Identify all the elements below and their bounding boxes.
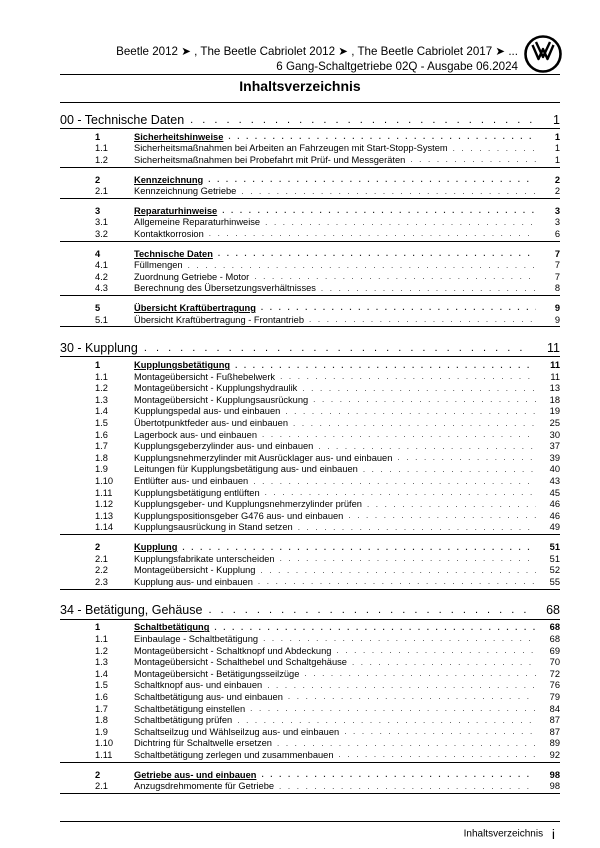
toc-section[interactable] bbox=[60, 174, 560, 186]
toc-entry[interactable] bbox=[60, 143, 560, 155]
dot-leader bbox=[336, 646, 536, 655]
dot-leader bbox=[263, 634, 536, 643]
dot-leader bbox=[344, 727, 536, 736]
entry-title: Lagerbock aus- und einbauen bbox=[134, 429, 258, 440]
chapter-title: 30 - Kupplung bbox=[60, 340, 138, 355]
chapter-page: 1 bbox=[553, 112, 560, 127]
dot-leader bbox=[277, 739, 536, 748]
page-title: Inhaltsverzeichnis bbox=[239, 78, 361, 94]
dot-leader bbox=[302, 384, 536, 393]
toc-section[interactable] bbox=[60, 622, 560, 634]
section-page: 98 bbox=[549, 769, 560, 780]
dot-leader bbox=[235, 361, 536, 370]
entry-page: 70 bbox=[549, 657, 560, 668]
entry-page: 1 bbox=[554, 154, 560, 165]
document-header bbox=[116, 44, 518, 74]
dot-leader bbox=[250, 704, 536, 713]
toc-entry[interactable] bbox=[60, 394, 560, 406]
entry-title: Kupplungsfabrikate unterscheiden bbox=[134, 553, 275, 564]
entry-title: Zuordnung Getriebe - Motor bbox=[134, 271, 250, 282]
chapter-spacer bbox=[60, 798, 560, 802]
entry-number: 3.1 bbox=[95, 217, 108, 228]
entry-page: 51 bbox=[549, 553, 560, 564]
toc-entry[interactable] bbox=[60, 714, 560, 726]
toc-chapter[interactable] bbox=[60, 602, 560, 620]
section-page: 1 bbox=[554, 131, 560, 142]
entry-title: Kupplungspedal aus- und einbauen bbox=[134, 406, 281, 417]
toc-section-block bbox=[60, 172, 560, 199]
entry-page: 52 bbox=[549, 565, 560, 576]
toc-entry[interactable] bbox=[60, 283, 560, 295]
toc-entry[interactable] bbox=[60, 633, 560, 645]
entry-number: 1.8 bbox=[95, 452, 108, 463]
dot-leader bbox=[208, 604, 532, 616]
toc-section[interactable] bbox=[60, 248, 560, 260]
entry-title: Montageübersicht - Kupplungsausrückung bbox=[134, 394, 309, 405]
toc-entry[interactable] bbox=[60, 487, 560, 499]
dot-leader bbox=[309, 315, 536, 324]
entry-number: 4.2 bbox=[95, 271, 108, 282]
section-title: Kennzeichnung bbox=[134, 174, 204, 185]
entry-title: Schaltbetätigung aus- und einbauen bbox=[134, 691, 283, 702]
toc-chapter[interactable] bbox=[60, 111, 560, 129]
dot-leader bbox=[258, 577, 536, 586]
dot-leader bbox=[318, 442, 536, 451]
dot-leader bbox=[348, 511, 536, 520]
header-edition: 6 Gang-Schaltgetriebe 02Q - Ausgabe 06.2024 bbox=[276, 60, 518, 73]
header-rule bbox=[60, 74, 560, 75]
dot-leader bbox=[260, 566, 536, 575]
toc-entry[interactable] bbox=[60, 703, 560, 715]
toc-section-block bbox=[60, 767, 560, 794]
entry-title: Übersicht Kraftübertragung - Frontantrieb bbox=[134, 314, 305, 325]
entry-number: 1.12 bbox=[95, 499, 114, 510]
dot-leader bbox=[280, 372, 536, 381]
toc-entry[interactable] bbox=[60, 522, 560, 534]
entry-page: 45 bbox=[549, 487, 560, 498]
toc-entry[interactable] bbox=[60, 429, 560, 441]
entry-number: 2.1 bbox=[95, 781, 108, 792]
footer-rule bbox=[60, 821, 560, 822]
table-of-contents bbox=[60, 107, 560, 802]
entry-number: 1.14 bbox=[95, 522, 114, 533]
toc-entry[interactable] bbox=[60, 154, 560, 166]
dot-leader bbox=[267, 681, 536, 690]
chapter-page: 11 bbox=[547, 340, 560, 355]
entry-title: Schaltknopf aus- und einbauen bbox=[134, 680, 263, 691]
entry-page: 7 bbox=[554, 260, 560, 271]
entry-page: 92 bbox=[549, 749, 560, 760]
dot-leader bbox=[321, 284, 536, 293]
entry-title: Montageübersicht - Schalthebel und Schaltgehäuse bbox=[134, 657, 347, 668]
toc-entry[interactable] bbox=[60, 726, 560, 738]
dot-leader bbox=[280, 554, 536, 563]
title-rule bbox=[60, 102, 560, 103]
entry-title: Kontaktkorrosion bbox=[134, 228, 204, 239]
entry-number: 1.13 bbox=[95, 510, 114, 521]
entry-number: 1.1 bbox=[95, 143, 108, 154]
entry-title: Kennzeichnung Getriebe bbox=[134, 186, 237, 197]
entry-title: Schaltseilzug und Wählseilzug aus- und einbauen bbox=[134, 726, 340, 737]
chapter-spacer bbox=[60, 594, 560, 598]
entry-page: 25 bbox=[549, 418, 560, 429]
toc-section[interactable] bbox=[60, 541, 560, 553]
toc-entry[interactable] bbox=[60, 217, 560, 229]
entry-page: 76 bbox=[549, 680, 560, 691]
section-page: 51 bbox=[549, 542, 560, 553]
entry-page: 87 bbox=[549, 726, 560, 737]
toc-entry[interactable] bbox=[60, 406, 560, 418]
toc-section-block bbox=[60, 129, 560, 168]
toc-section-block bbox=[60, 539, 560, 589]
entry-number: 1.7 bbox=[95, 441, 108, 452]
dot-leader bbox=[279, 782, 536, 791]
section-number: 2 bbox=[95, 174, 101, 185]
entry-number: 1.4 bbox=[95, 406, 108, 417]
entry-title: Übertotpunktfeder aus- und einbauen bbox=[134, 418, 289, 429]
dot-leader bbox=[222, 206, 536, 215]
entry-number: 4.1 bbox=[95, 260, 108, 271]
toc-section[interactable] bbox=[60, 769, 560, 781]
entry-page: 3 bbox=[554, 217, 560, 228]
section-title: Reparaturhinweise bbox=[134, 205, 218, 216]
entry-page: 1 bbox=[554, 143, 560, 154]
toc-entry[interactable] bbox=[60, 383, 560, 395]
dot-leader bbox=[265, 488, 536, 497]
entry-number: 1.3 bbox=[95, 394, 108, 405]
section-page: 7 bbox=[554, 248, 560, 259]
toc-entry[interactable] bbox=[60, 440, 560, 452]
section-title: Kupplungsbetätigung bbox=[134, 360, 231, 371]
toc-entry[interactable] bbox=[60, 314, 560, 326]
toc-section[interactable] bbox=[60, 359, 560, 371]
entry-title: Montageübersicht - Betätigungsseilzüge bbox=[134, 668, 300, 679]
section-title: Kupplung bbox=[134, 542, 178, 553]
entry-number: 1.1 bbox=[95, 371, 108, 382]
dot-leader bbox=[190, 114, 532, 126]
entry-title: Einbaulage - Schaltbetätigung bbox=[134, 633, 259, 644]
entry-number: 1.2 bbox=[95, 383, 108, 394]
toc-entry[interactable] bbox=[60, 417, 560, 429]
entry-title: Schaltbetätigung zerlegen und zusammenbauen bbox=[134, 749, 334, 760]
entry-number: 1.6 bbox=[95, 691, 108, 702]
chapter-spacer bbox=[60, 331, 560, 335]
entry-page: 19 bbox=[549, 406, 560, 417]
entry-page: 7 bbox=[554, 271, 560, 282]
dot-leader bbox=[261, 770, 536, 779]
entry-title: Kupplungspositionsgeber G476 aus- und einbauen bbox=[134, 510, 344, 521]
toc-entry[interactable] bbox=[60, 553, 560, 565]
toc-entry[interactable] bbox=[60, 475, 560, 487]
dot-leader bbox=[339, 750, 536, 759]
toc-entry[interactable] bbox=[60, 228, 560, 240]
dot-leader bbox=[265, 218, 536, 227]
dot-leader bbox=[241, 187, 536, 196]
section-title: Sicherheitshinweise bbox=[134, 131, 224, 142]
dot-leader bbox=[410, 155, 536, 164]
entry-page: 40 bbox=[549, 464, 560, 475]
dot-leader bbox=[367, 500, 536, 509]
section-title: Übersicht Kraftübertragung bbox=[134, 302, 256, 313]
section-page: 11 bbox=[550, 360, 560, 371]
dot-leader bbox=[228, 132, 536, 141]
entry-number: 1.3 bbox=[95, 657, 108, 668]
entry-title: Kupplungsgeber- und Kupplungsnehmerzylinder prüfen bbox=[134, 499, 362, 510]
entry-number: 1.2 bbox=[95, 154, 108, 165]
entry-page: 87 bbox=[549, 715, 560, 726]
section-number: 5 bbox=[95, 302, 101, 313]
toc-entry[interactable] bbox=[60, 691, 560, 703]
footer-label: Inhaltsverzeichnis bbox=[463, 828, 544, 840]
dot-leader bbox=[352, 658, 536, 667]
page-footer bbox=[464, 826, 555, 842]
chapter-title: 00 - Technische Daten bbox=[60, 112, 185, 127]
entry-title: Anzugsdrehmomente für Getriebe bbox=[134, 781, 275, 792]
entry-page: 72 bbox=[549, 668, 560, 679]
section-number: 2 bbox=[95, 769, 101, 780]
entry-page: 37 bbox=[549, 441, 560, 452]
entry-title: Sicherheitsmaßnahmen bei Arbeiten an Fahrzeugen mit Start-Stopp-System bbox=[134, 143, 448, 154]
dot-leader bbox=[261, 303, 536, 312]
entry-title: Leitungen für Kupplungsbetätigung aus- und einbauen bbox=[134, 464, 358, 475]
entry-title: Montageübersicht - Kupplungshydraulik bbox=[134, 383, 298, 394]
dot-leader bbox=[313, 395, 536, 404]
section-title: Getriebe aus- und einbauen bbox=[134, 769, 257, 780]
toc-section-block bbox=[60, 203, 560, 242]
dot-leader bbox=[293, 419, 536, 428]
section-title: Technische Daten bbox=[134, 248, 213, 259]
entry-title: Montageübersicht - Schaltknopf und Abdeckung bbox=[134, 645, 332, 656]
entry-page: 55 bbox=[549, 576, 560, 587]
toc-section-block bbox=[60, 246, 560, 296]
entry-title: Schaltbetätigung einstellen bbox=[134, 703, 246, 714]
entry-number: 1.5 bbox=[95, 418, 108, 429]
entry-number: 1.8 bbox=[95, 715, 108, 726]
entry-number: 1.10 bbox=[95, 738, 114, 749]
section-number: 1 bbox=[95, 360, 101, 371]
dot-leader bbox=[214, 623, 536, 632]
entry-number: 3.2 bbox=[95, 228, 108, 239]
entry-page: 2 bbox=[554, 186, 560, 197]
entry-number: 1.1 bbox=[95, 633, 108, 644]
toc-entry[interactable] bbox=[60, 259, 560, 271]
chapter-title: 34 - Betätigung, Gehäuse bbox=[60, 603, 203, 618]
toc-entry[interactable] bbox=[60, 185, 560, 197]
entry-title: Montageübersicht - Kupplung bbox=[134, 565, 256, 576]
toc-entry[interactable] bbox=[60, 452, 560, 464]
entry-page: 6 bbox=[554, 228, 560, 239]
toc-entry[interactable] bbox=[60, 749, 560, 761]
toc-section-block bbox=[60, 620, 560, 763]
dot-leader bbox=[254, 272, 536, 281]
section-number: 1 bbox=[95, 622, 101, 633]
section-number: 1 bbox=[95, 131, 101, 142]
entry-page: 46 bbox=[549, 499, 560, 510]
entry-title: Kupplung aus- und einbauen bbox=[134, 576, 253, 587]
entry-number: 1.9 bbox=[95, 726, 108, 737]
section-page: 9 bbox=[554, 302, 560, 313]
entry-page: 68 bbox=[549, 633, 560, 644]
entry-page: 84 bbox=[549, 703, 560, 714]
section-page: 2 bbox=[554, 174, 560, 185]
dot-leader bbox=[288, 692, 536, 701]
entry-number: 1.7 bbox=[95, 703, 108, 714]
dot-leader bbox=[298, 523, 536, 532]
entry-page: 9 bbox=[554, 314, 560, 325]
toc-entry[interactable] bbox=[60, 464, 560, 476]
entry-title: Kupplungsausrückung in Stand setzen bbox=[134, 522, 293, 533]
entry-number: 5.1 bbox=[95, 314, 108, 325]
entry-title: Berechnung des Übersetzungsverhältnisses bbox=[134, 283, 316, 294]
toc-entry[interactable] bbox=[60, 738, 560, 750]
dot-leader bbox=[208, 175, 536, 184]
entry-title: Schaltbetätigung prüfen bbox=[134, 715, 233, 726]
entry-page: 79 bbox=[549, 691, 560, 702]
toc-entry[interactable] bbox=[60, 680, 560, 692]
entry-page: 13 bbox=[549, 383, 560, 394]
dot-leader bbox=[209, 229, 536, 238]
dot-leader bbox=[363, 465, 536, 474]
entry-number: 1.2 bbox=[95, 645, 108, 656]
toc-section[interactable] bbox=[60, 131, 560, 143]
toc-entry[interactable] bbox=[60, 498, 560, 510]
entry-title: Kupplungsgeberzylinder aus- und einbauen bbox=[134, 441, 314, 452]
section-number: 2 bbox=[95, 542, 101, 553]
toc-entry[interactable] bbox=[60, 510, 560, 522]
entry-page: 8 bbox=[554, 283, 560, 294]
section-number: 4 bbox=[95, 248, 101, 259]
entry-title: Allgemeine Reparaturhinweise bbox=[134, 217, 261, 228]
dot-leader bbox=[397, 453, 536, 462]
entry-title: Füllmengen bbox=[134, 260, 183, 271]
entry-number: 1.4 bbox=[95, 668, 108, 679]
entry-title: Montageübersicht - Fußhebelwerk bbox=[134, 371, 276, 382]
entry-page: 69 bbox=[549, 645, 560, 656]
entry-number: 2.1 bbox=[95, 553, 108, 564]
entry-page: 46 bbox=[549, 510, 560, 521]
toc-entry[interactable] bbox=[60, 645, 560, 657]
entry-title: Kupplungsnehmerzylinder mit Ausrücklager aus- und einbauen bbox=[134, 452, 393, 463]
dot-leader bbox=[253, 477, 536, 486]
dot-leader bbox=[188, 261, 536, 270]
dot-leader bbox=[218, 249, 536, 258]
entry-page: 18 bbox=[549, 394, 560, 405]
entry-page: 98 bbox=[549, 781, 560, 792]
dot-leader bbox=[237, 716, 536, 725]
chapter-page: 68 bbox=[546, 603, 560, 618]
entry-number: 1.9 bbox=[95, 464, 108, 475]
entry-page: 89 bbox=[549, 738, 560, 749]
dot-leader bbox=[453, 144, 536, 153]
toc-entry[interactable] bbox=[60, 668, 560, 680]
dot-leader bbox=[144, 342, 532, 354]
toc-section-block bbox=[60, 300, 560, 327]
entry-page: 11 bbox=[550, 371, 560, 382]
header-models: Beetle 2012 ➤ , The Beetle Cabriolet 2012 ➤ , The Beetle Cabriolet 2017 ➤ ... bbox=[116, 45, 518, 58]
entry-number: 1.11 bbox=[95, 487, 113, 498]
entry-page: 49 bbox=[549, 522, 560, 533]
entry-number: 1.5 bbox=[95, 680, 108, 691]
entry-title: Sicherheitsmaßnahmen bei Probefahrt mit Prüf- und Messgeräten bbox=[134, 154, 406, 165]
vw-logo-icon bbox=[523, 34, 563, 74]
section-page: 68 bbox=[549, 622, 560, 633]
entry-number: 1.6 bbox=[95, 429, 108, 440]
toc-entry[interactable] bbox=[60, 564, 560, 576]
toc-entry[interactable] bbox=[60, 656, 560, 668]
entry-number: 2.2 bbox=[95, 565, 108, 576]
entry-title: Dichtring für Schaltwelle ersetzen bbox=[134, 738, 272, 749]
toc-entry[interactable] bbox=[60, 271, 560, 283]
section-title: Schaltbetätigung bbox=[134, 622, 210, 633]
toc-chapter[interactable] bbox=[60, 339, 560, 357]
toc-entry[interactable] bbox=[60, 576, 560, 588]
entry-number: 2.1 bbox=[95, 186, 108, 197]
dot-leader bbox=[304, 669, 536, 678]
section-number: 3 bbox=[95, 205, 101, 216]
toc-section-block bbox=[60, 357, 560, 535]
section-page: 3 bbox=[554, 205, 560, 216]
entry-page: 39 bbox=[549, 452, 560, 463]
entry-page: 43 bbox=[549, 476, 560, 487]
entry-title: Kupplungsbetätigung entlüften bbox=[134, 487, 260, 498]
entry-number: 2.3 bbox=[95, 576, 108, 587]
toc-section[interactable] bbox=[60, 302, 560, 314]
entry-number: 1.10 bbox=[95, 476, 114, 487]
toc-entry[interactable] bbox=[60, 371, 560, 383]
entry-number: 1.11 bbox=[95, 749, 113, 760]
dot-leader bbox=[182, 543, 536, 552]
entry-number: 4.3 bbox=[95, 283, 108, 294]
toc-entry[interactable] bbox=[60, 780, 560, 792]
dot-leader bbox=[285, 407, 536, 416]
entry-title: Entlüfter aus- und einbauen bbox=[134, 476, 249, 487]
entry-page: 30 bbox=[549, 429, 560, 440]
dot-leader bbox=[262, 430, 536, 439]
toc-section[interactable] bbox=[60, 205, 560, 217]
page-number: i bbox=[551, 826, 555, 842]
